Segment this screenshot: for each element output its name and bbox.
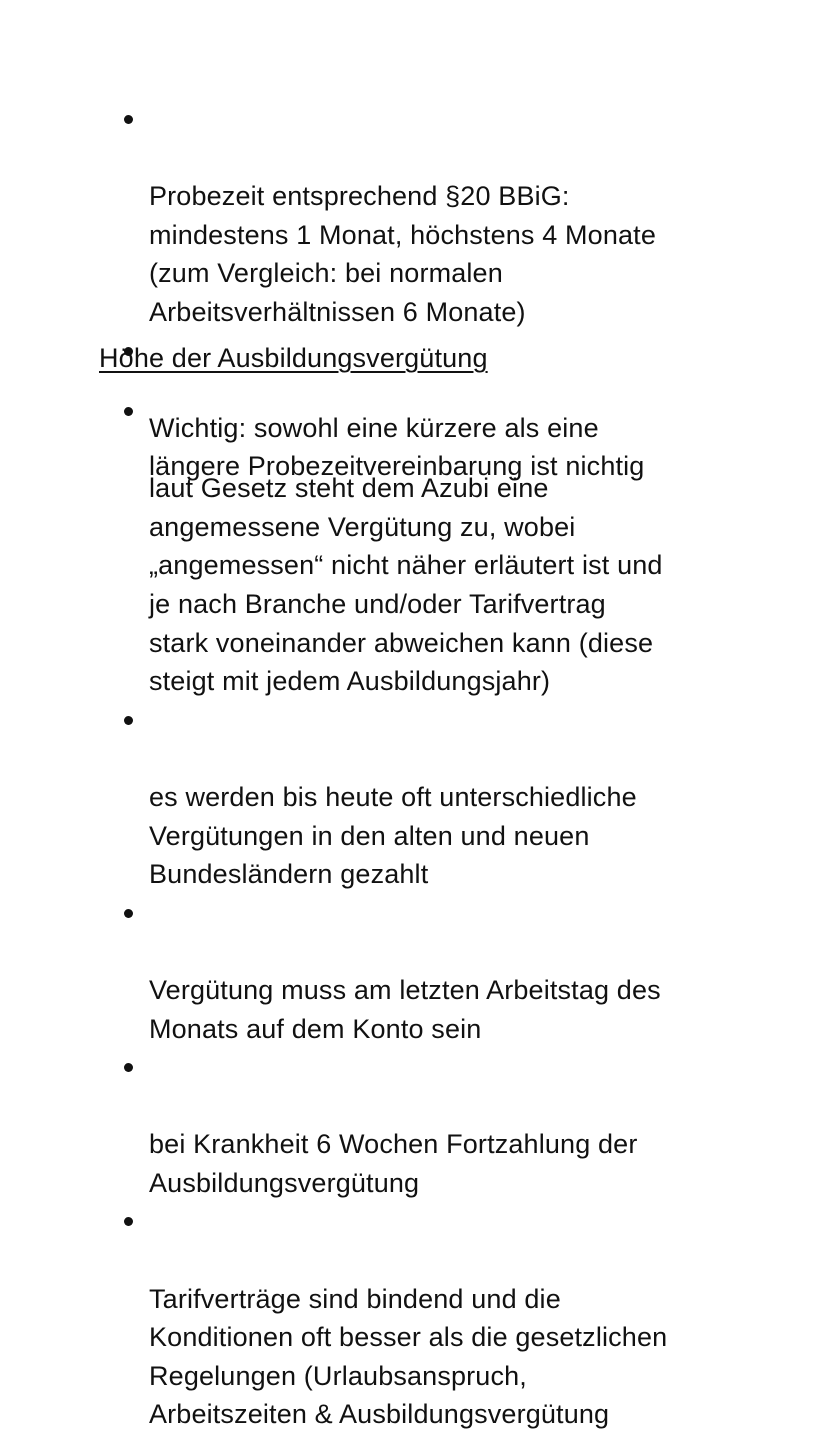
list-item-text: Vergütung muss am letzten Arbeitstag des Monats auf dem Konto sein [149,974,661,1044]
bullet-icon [124,716,133,725]
list-item [122,894,782,1048]
bullet-icon [124,115,133,124]
list-item-text: Tarifverträge sind bindend und die Konditionen oft besser als die gesetzlichen Regelungen (Urlaubsanspruch, Arbeitszeiten & Ausbildungsvergütung [149,1283,668,1430]
remuneration-bullet-list [122,392,782,1434]
list-item [122,100,782,332]
list-item-text: es werden bis heute oft unterschiedliche Vergütungen in den alten und neuen Bundesländern gezahlt [149,781,637,890]
list-item-text: bei Krankheit 6 Wochen Fortzahlung der Ausbildungsvergütung [149,1129,638,1198]
list-item [122,392,782,701]
bullet-icon [124,407,133,416]
list-item-text: laut Gesetz steht dem Azubi eine angemessene Vergütung zu, wobei „angemessen“ nicht näher erläutert ist und je nach Branche und/oder Tarifvertrag stark voneinander abweichen kann (diese steigt mit jedem Ausbildungsjahr) [149,473,663,697]
bullet-icon [124,1217,133,1226]
list-item-text: Wichtig: sowohl eine kürzere als eine längere Probezeitvereinbarung ist nichtig [149,412,645,482]
bullet-icon [124,909,133,918]
bullet-icon [124,1063,133,1072]
list-item-text: Probezeit entsprechend §20 BBiG: mindestens 1 Monat, höchstens 4 Monate (zum Vergleich: bei normalen Arbeitsverhältnissen 6 Monate) [149,181,656,327]
list-item [122,1048,782,1202]
list-item [122,701,782,894]
section-heading: Höhe der Ausbildungsvergütung [99,343,488,373]
list-item [122,1202,782,1434]
